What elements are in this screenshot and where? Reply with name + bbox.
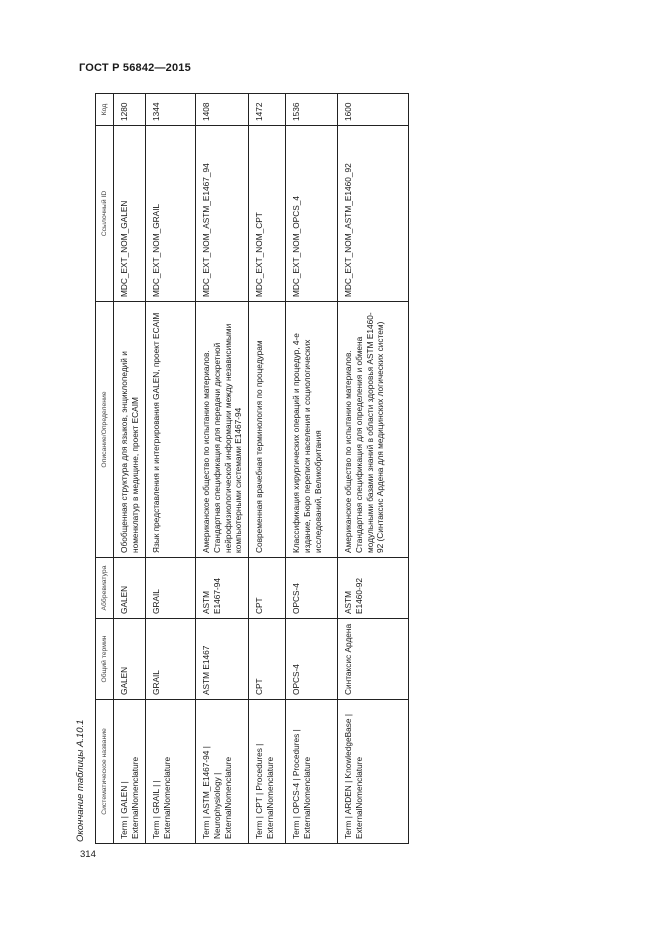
cell-description: Обобщенная структура для языков, энциклопедий и номенклатур в медицине, проект ECAIM — [114, 302, 146, 558]
page-number: 314 — [80, 849, 96, 860]
cell-description: Классификация хирургических операций и процедур, 4-е издание, Бюро переписи населения и социологических исследований, Великобритания — [286, 302, 338, 558]
table-header-row — [96, 94, 114, 844]
table-row — [338, 94, 409, 844]
cell-code: 1600 — [338, 94, 409, 126]
cell-ref-id: MDC_EXT_NOM_GALEN — [114, 126, 146, 302]
cell-common: Синтаксис Ардена — [338, 619, 409, 700]
cell-ref-id: MDC_EXT_NOM_GRAIL — [146, 126, 196, 302]
cell-description: Современная врачебная терминология по процедурам — [249, 302, 286, 558]
cell-common: CPT — [249, 619, 286, 700]
cell-systematic: Term | OPCS-4 | Procedures | ExternalNomenclature — [286, 700, 338, 844]
cell-ref-id: MDC_EXT_NOM_ASTM_E1467_94 — [196, 126, 249, 302]
cell-systematic: Term | CPT | Procedures | ExternalNomenclature — [249, 700, 286, 844]
cell-ref-id: MDC_EXT_NOM_ASTM_E1460_92 — [338, 126, 409, 302]
cell-systematic: Term | ASTM_E1467-94 | Neurophysiology | ExternalNomenclature — [196, 700, 249, 844]
table-row — [249, 94, 286, 844]
table-row — [146, 94, 196, 844]
cell-common: ASTM E1467 — [196, 619, 249, 700]
cell-abbr: ASTM E1467-94 — [196, 558, 249, 619]
cell-code: 1408 — [196, 94, 249, 126]
cell-code: 1536 — [286, 94, 338, 126]
cell-ref-id: MDC_EXT_NOM_CPT — [249, 126, 286, 302]
col-header-abbr: Аббревиатура — [96, 558, 114, 619]
cell-code: 1344 — [146, 94, 196, 126]
cell-abbr: GALEN — [114, 558, 146, 619]
col-header-ref-id: Ссылочный ID — [96, 126, 114, 302]
document-header: ГОСТ Р 56842—2015 — [79, 62, 191, 74]
col-header-systematic: Систематическое название — [96, 700, 114, 844]
cell-common: OPCS-4 — [286, 619, 338, 700]
table-row — [196, 94, 249, 844]
col-header-common: Общий термин — [96, 619, 114, 700]
nomenclature-table — [95, 93, 409, 844]
cell-abbr: OPCS-4 — [286, 558, 338, 619]
cell-systematic: Term | ARDEN | KnowledgeBase | ExternalNomenclature — [338, 700, 409, 844]
cell-common: GALEN — [114, 619, 146, 700]
cell-systematic: Term | GALEN | ExternalNomenclature — [114, 700, 146, 844]
cell-ref-id: MDC_EXT_NOM_OPCS_4 — [286, 126, 338, 302]
cell-code: 1472 — [249, 94, 286, 126]
cell-abbr: CPT — [249, 558, 286, 619]
cell-description: Американское общество по испытанию материалов. Стандартная спецификация для передачи дискретной нейрофизиологической информации между независимыми компьютерными системами E1467-94 — [196, 302, 249, 558]
table-row — [114, 94, 146, 844]
table-row — [286, 94, 338, 844]
rotated-table-block — [74, 94, 414, 844]
col-header-code: Код — [96, 94, 114, 126]
table-caption: Окончание таблицы А.10.1 — [75, 719, 86, 842]
cell-abbr: GRAIL — [146, 558, 196, 619]
cell-abbr: ASTM E1460-92 — [338, 558, 409, 619]
col-header-description: Описание/Определение — [96, 302, 114, 558]
cell-common: GRAIL — [146, 619, 196, 700]
cell-description: Язык представления и интегрирования GALEN, проект ECAIM — [146, 302, 196, 558]
cell-systematic: Term | GRAIL | | ExternalNomenclature — [146, 700, 196, 844]
cell-description: Американское общество по испытанию материалов. Стандартная спецификация для определения и обмена модульными базами знаний в области здоровья ASTM E1460-92 (Синтаксис Ардена для медицинских логических систем) — [338, 302, 409, 558]
cell-code: 1280 — [114, 94, 146, 126]
